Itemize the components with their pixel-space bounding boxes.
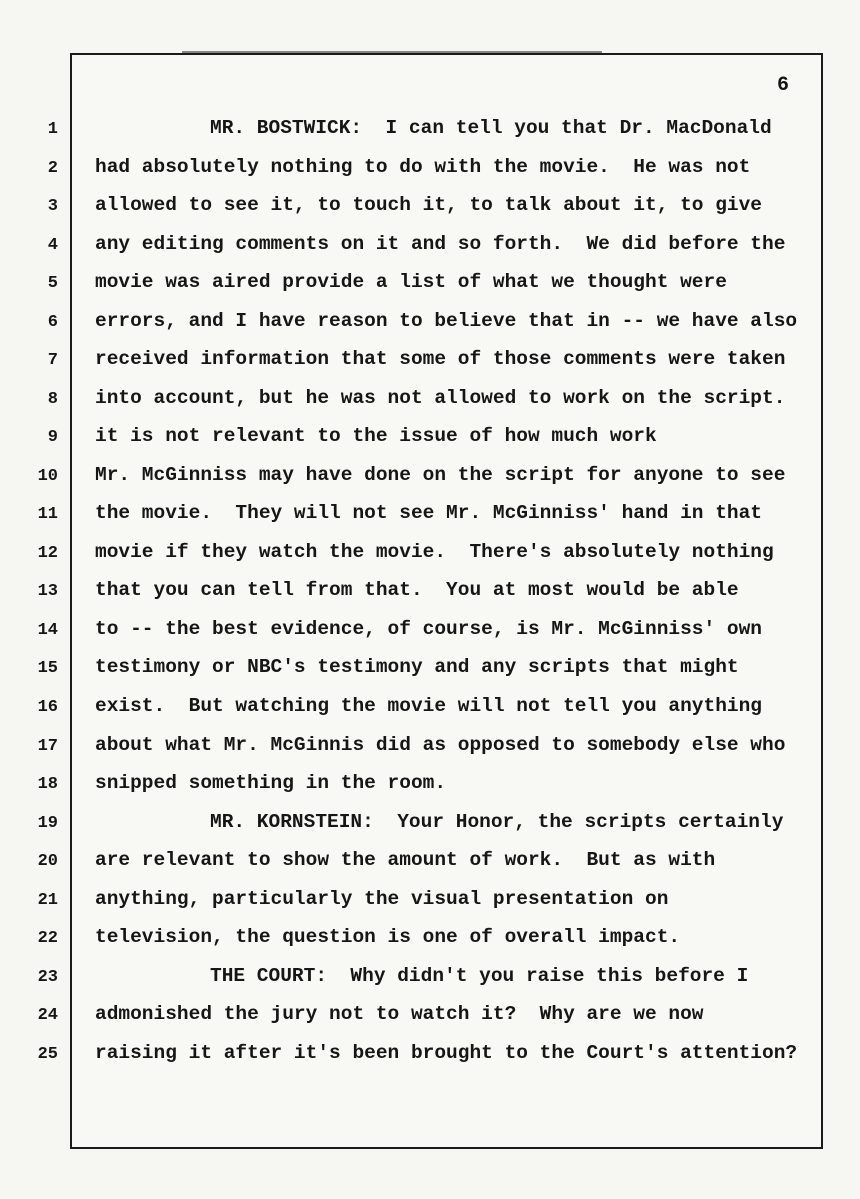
line-number: 3 bbox=[47, 197, 58, 217]
transcript-line-text: into account, but he was not allowed to work on the script. bbox=[95, 386, 786, 409]
transcript-line-text: admonished the jury not to watch it? Why are we now bbox=[95, 1003, 704, 1026]
line-number: 24 bbox=[37, 1006, 58, 1026]
transcript-row bbox=[24, 302, 836, 341]
transcript-row bbox=[24, 225, 836, 264]
transcript-line-text: received information that some of those comments were taken bbox=[95, 348, 786, 371]
transcript-row bbox=[24, 417, 836, 456]
transcript-line-text: movie was aired provide a list of what we thought were bbox=[95, 271, 727, 294]
transcript-line-text: snipped something in the room. bbox=[95, 772, 447, 795]
transcript-line-text: to -- the best evidence, of course, is Mr. McGinniss' own bbox=[95, 617, 763, 640]
line-number: 13 bbox=[37, 582, 58, 602]
line-number: 9 bbox=[47, 428, 58, 448]
line-number: 22 bbox=[37, 929, 58, 949]
transcript-row bbox=[24, 1034, 836, 1073]
transcript-line-text: that you can tell from that. You at most would be able bbox=[95, 579, 739, 602]
line-number: 19 bbox=[37, 813, 58, 833]
transcript-line-text: anything, particularly the visual presentation on bbox=[95, 887, 669, 910]
line-number: 10 bbox=[37, 466, 58, 486]
transcript-row bbox=[24, 726, 836, 765]
page-number: 6 bbox=[776, 74, 789, 97]
line-number: 6 bbox=[47, 312, 58, 332]
transcript-row bbox=[24, 109, 836, 148]
transcript-row bbox=[24, 841, 836, 880]
transcript-row bbox=[24, 379, 836, 418]
transcript-line-text: the movie. They will not see Mr. McGinniss' hand in that bbox=[95, 502, 763, 525]
line-number: 8 bbox=[47, 389, 58, 409]
transcript-row bbox=[24, 340, 836, 379]
transcript-line-text: are relevant to show the amount of work. But as with bbox=[95, 849, 716, 872]
transcript-line-text: had absolutely nothing to do with the movie. He was not bbox=[95, 155, 751, 178]
transcript-line-text: raising it after it's been brought to the Court's attention? bbox=[95, 1041, 798, 1064]
transcript-line-text: any editing comments on it and so forth. We did before the bbox=[95, 232, 786, 255]
transcript-line-text: television, the question is one of overall impact. bbox=[95, 926, 681, 949]
transcript-row bbox=[24, 148, 836, 187]
transcript-line-text: Mr. McGinniss may have done on the script for anyone to see bbox=[95, 463, 786, 486]
line-number: 20 bbox=[37, 852, 58, 872]
transcript-row bbox=[24, 456, 836, 495]
transcript-line-text: THE COURT: Why didn't you raise this before I bbox=[210, 964, 749, 987]
transcript-line-text: errors, and I have reason to believe that in -- we have also bbox=[95, 309, 798, 332]
line-number: 11 bbox=[37, 505, 58, 525]
line-number: 1 bbox=[47, 120, 58, 139]
line-number: 2 bbox=[47, 158, 58, 178]
transcript-row bbox=[24, 880, 836, 919]
transcript-row bbox=[24, 610, 836, 649]
transcript-line-text: it is not relevant to the issue of how much work bbox=[95, 425, 657, 448]
transcript-row bbox=[24, 764, 836, 803]
transcript-line-text: MR. BOSTWICK: I can tell you that Dr. MacDonald bbox=[210, 117, 772, 139]
line-number: 21 bbox=[37, 890, 58, 910]
line-number: 7 bbox=[47, 351, 58, 371]
transcript-row bbox=[24, 957, 836, 996]
line-number: 25 bbox=[37, 1044, 58, 1064]
line-number: 17 bbox=[37, 736, 58, 756]
transcript-row bbox=[24, 494, 836, 533]
transcript-line-text: allowed to see it, to touch it, to talk about it, to give bbox=[95, 194, 763, 217]
transcript-row bbox=[24, 995, 836, 1034]
transcript-line-text: movie if they watch the movie. There's absolutely nothing bbox=[95, 540, 774, 563]
transcript-row bbox=[24, 648, 836, 687]
transcript-line-text: testimony or NBC's testimony and any scripts that might bbox=[95, 656, 739, 679]
transcript-line-text: MR. KORNSTEIN: Your Honor, the scripts certainly bbox=[210, 810, 784, 833]
transcript-row bbox=[24, 803, 836, 842]
transcript-row bbox=[24, 918, 836, 957]
transcript-line-text: about what Mr. McGinnis did as opposed to somebody else who bbox=[95, 733, 786, 756]
transcript-row bbox=[24, 263, 836, 302]
line-number: 23 bbox=[37, 967, 58, 987]
line-number: 4 bbox=[47, 235, 58, 255]
line-number: 5 bbox=[47, 274, 58, 294]
transcript-line-text: exist. But watching the movie will not tell you anything bbox=[95, 694, 763, 717]
line-number: 14 bbox=[37, 620, 58, 640]
transcript-row bbox=[24, 533, 836, 572]
transcript-row bbox=[24, 687, 836, 726]
transcript-body bbox=[24, 109, 836, 1072]
line-number: 15 bbox=[37, 659, 58, 679]
transcript-row bbox=[24, 186, 836, 225]
transcript-row bbox=[24, 571, 836, 610]
line-number: 16 bbox=[37, 697, 58, 717]
line-number: 12 bbox=[37, 543, 58, 563]
line-number: 18 bbox=[37, 775, 58, 795]
